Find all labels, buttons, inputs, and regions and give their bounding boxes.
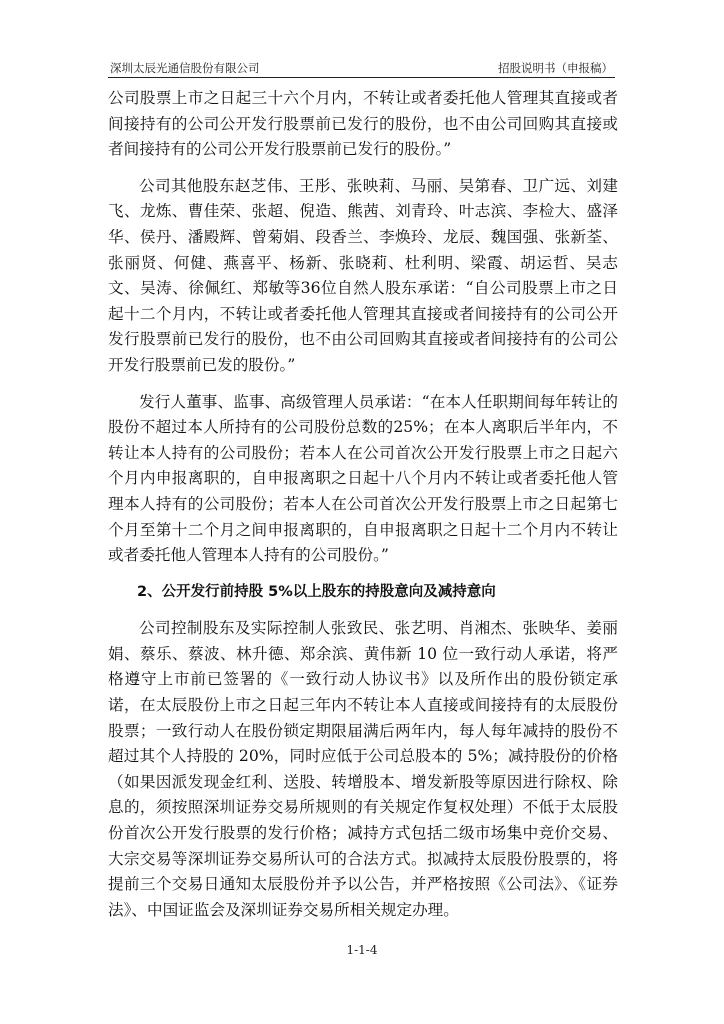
section-heading: 2、公开发行前持股 5%以上股东的持股意向及减持意向: [137, 583, 496, 600]
header-company-name: 深圳太辰光通信股份有限公司: [110, 61, 260, 75]
header-document-title: 招股说明书（申报稿）: [498, 61, 613, 75]
page-number: 1-1-4: [346, 943, 378, 957]
paragraph-other-shareholders-commitment: 公司其他股东赵芝伟、王彤、张映莉、马丽、吴第春、卫广远、刘建飞、龙炼、曹佳荣、张超、倪造、熊茜、刘青玲、叶志滨、李检大、盛泽华、侯丹、潘殿辉、曾菊娟、段香兰、李焕玲、龙辰、魏国强、张新荃、张丽贤、何健、燕喜平、杨新、张晓莉、杜利明、梁霞、胡运哲、吴志文、吴涛、徐佩红、郑敏等36位自然人股东承诺：“自公司股票上市之日起十二个月内，不转让或者委托他人管理其直接或者间接持有的公司公开发行股票前已发行的股份，也不由公司回购其直接或者间接持有的公司公开发行股票前已发的股份。”: [108, 176, 618, 374]
header-divider: [108, 77, 615, 78]
paragraph-lockup-continuation: 公司股票上市之日起三十六个月内，不转让或者委托他人管理其直接或者间接持有的公司公开发行股票前已发行的股份，也不由公司回购其直接或者间接持有的公司公开发行股票前已发行的股份。”: [108, 89, 618, 159]
paragraph-directors-commitment: 发行人董事、监事、高级管理人员承诺：“在本人任职期间每年转让的股份不超过本人所持有的公司股份总数的25%；在本人离职后半年内，不转让本人持有的公司股份；若本人在公司首次公开发行股票上市之日起六个月内申报离职的，自申报离职之日起十八个月内不转让或者委托他人管理本人持有的公司股份；若本人在公司首次公开发行股票上市之日起第七个月至第十二个月之间申报离职的，自申报离职之日起十二个月内不转让或者委托他人管理本人持有的公司股份。”: [108, 392, 618, 565]
page-header: [108, 58, 615, 76]
paragraph-controlling-shareholders-commitment: 公司控制股东及实际控制人张致民、张艺明、肖湘杰、张映华、姜丽娟、蔡乐、蔡波、林升德、郑余滨、黄伟新 10 位一致行动人承诺，将严格遵守上市前已签署的《一致行动人协议书》以及所作出的股份锁定承诺，在太辰股份上市之日起三年内不转让本人直接或间接持有的太辰股份股票；一致行动人在股份锁定期限届满后两年内，每人每年减持的股份不超过其个人持股的 20%，同时应低于公司总股本的 5%；减持股份的价格（如果因派发现金红利、送股、转增股本、增发新股等原因进行除权、除息的，须按照深圳证券交易所规则的有关规定作复权处理）不低于太辰股份首次公开发行股票的发行价格；减持方式包括二级市场集中竞价交易、大宗交易等深圳证券交易所认可的合法方式。拟减持太辰股份股票的，将提前三个交易日通知太辰股份并予以公告，并严格按照《公司法》、《证券法》、中国证监会及深圳证券交易所相关规定办理。: [108, 619, 618, 919]
document-body: [108, 86, 618, 923]
